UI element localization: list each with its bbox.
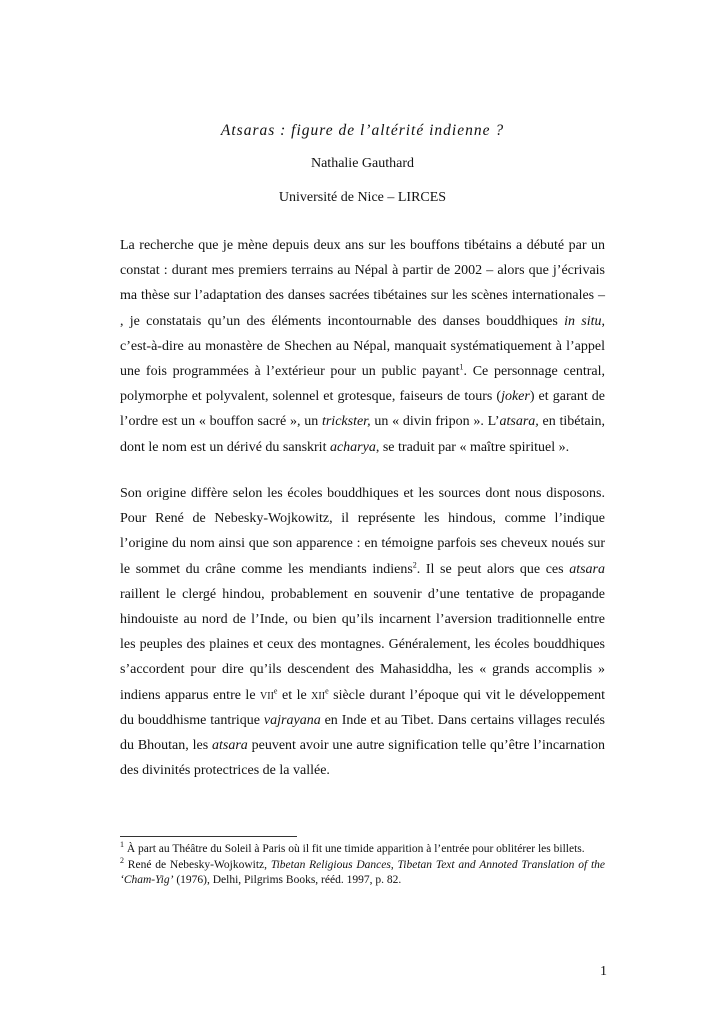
text-run: , c’est-à-dire au monastère de Shechen au Népal, manquait systématiquement à l’appel une fois programmées à l’extérieur pour un public payant bbox=[120, 313, 605, 380]
text-run: siècle durant l’époque qui vit le développement du bouddhisme tantrique bbox=[120, 687, 605, 728]
text-run: en tibétain, dont le nom est un dérivé du sanskrit bbox=[120, 414, 605, 455]
book-subtitle: Tibetan Text and Annoted Translation of the ‘Cham-Yig’ bbox=[120, 858, 606, 886]
footnote-separator bbox=[120, 836, 297, 837]
text-run: peuvent avoir une autre signification telle qu’être l’incarnation des divinités protectrices de la vallée. bbox=[120, 738, 605, 779]
author-affiliation: Université de Nice – LIRCES bbox=[278, 190, 447, 205]
footnote-text: À part au Théâtre du Soleil à Paris où il fit une timide apparition à l’entrée pour oblitérer les billets. bbox=[124, 843, 585, 855]
text-run: et le bbox=[277, 687, 312, 703]
footnote-text: René de Nebesky-Wojkowitz, bbox=[124, 858, 271, 871]
text-run: raillent le clergé hindou, probablement en souvenir d’une tentative de propagande hindouiste au nord de l’Inde, ou bien qu’ils incarnent l’aversion traditionnelle entre les peuples des plaines et ceux des montagnes. Généralement, les écoles bouddhiques s’accordent pour dire qu’ils descendent des Mahasiddha, les « grands accomplis » indiens apparus entre le bbox=[120, 586, 605, 703]
footnote-number: 1 bbox=[120, 840, 124, 850]
italic-term: trickster, bbox=[321, 414, 371, 430]
ordinal-suffix: e bbox=[325, 685, 329, 695]
paragraph-1 bbox=[120, 233, 605, 460]
author-name: Nathalie Gauthard bbox=[310, 156, 414, 171]
document-title: Atsaras : figure de l’altérité indienne ? bbox=[220, 122, 505, 139]
italic-term: atsara bbox=[212, 738, 248, 754]
italic-term: atsara, bbox=[499, 414, 539, 430]
paragraph-2 bbox=[120, 481, 605, 783]
footnote-ref-1[interactable]: 1 bbox=[459, 362, 464, 372]
text-run: , se traduit par « maître spirituel ». bbox=[375, 439, 570, 455]
italic-term: joker bbox=[501, 389, 530, 405]
footnote-ref-2[interactable]: 2 bbox=[412, 559, 417, 569]
italic-term: vajrayana bbox=[263, 712, 321, 728]
footnote-2 bbox=[120, 855, 606, 889]
ordinal-suffix: e bbox=[273, 685, 278, 695]
text-run: Son origine diffère selon les écoles bouddhiques et les sources dont nous disposons. Pour René de Nebesky-Wojkowitz, il représente les hindous, comme l’indique l’origine du nom ainsi que son apparence : en témoigne parfois ses cheveux noués sur le sommet du crâne comme les mendiants indiens bbox=[120, 486, 605, 577]
text-run: . Ce personnage central, polymorphe et polyvalent, solennel et grotesque, faiseurs de tours ( bbox=[120, 364, 606, 405]
roman-numeral: xii bbox=[311, 687, 326, 703]
text-run: . Il se peut alors que ces bbox=[416, 561, 570, 577]
text-run: ) et garant de l’ordre est un « bouffon sacré », un bbox=[120, 389, 605, 430]
footnote-number: 2 bbox=[120, 855, 124, 865]
footnote-1 bbox=[120, 842, 605, 858]
footnote-text: (1976), Delhi, Pilgrims Books, rééd. 1997, p. 82. bbox=[173, 874, 402, 886]
italic-term: in situ bbox=[564, 313, 602, 329]
page-number: 1 bbox=[600, 964, 607, 979]
text-run: en Inde et au Tibet. Dans certains villages reculés du Bhoutan, les bbox=[120, 712, 606, 754]
text-run: La recherche que je mène depuis deux ans sur les bouffons tibétains a débuté par un constat : durant mes premiers terrains au Népal à partir de 2002 – alors que j’écrivais ma thèse sur l’adaptation des danses sacrées tibétaines sur les scènes internationales – , je constatais qu’un des éléments incontournable des danses bouddhiques bbox=[120, 238, 605, 329]
footnotes bbox=[120, 842, 605, 889]
roman-numeral: vii bbox=[260, 687, 274, 703]
italic-term: acharya bbox=[329, 439, 376, 455]
text-run: un « divin fripon ». L’ bbox=[370, 414, 500, 430]
italic-term: atsara bbox=[569, 561, 605, 577]
footnote-text: , bbox=[390, 858, 398, 871]
book-title: Tibetan Religious Dances bbox=[270, 858, 391, 871]
